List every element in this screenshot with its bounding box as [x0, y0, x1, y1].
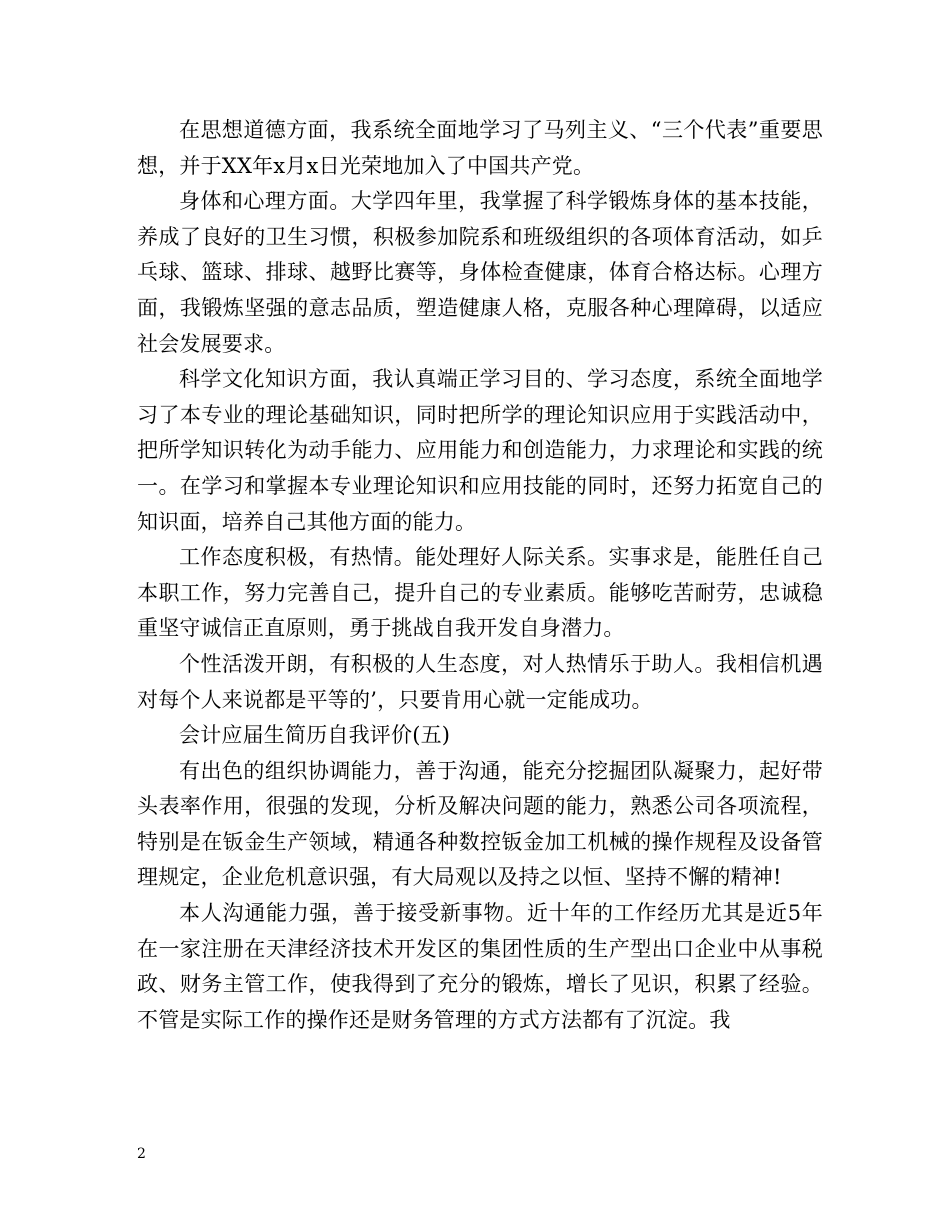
paragraph-communication: 本人沟通能力强，善于接受新事物。近十年的工作经历尤其是近5年在一家注册在天津经济技术开发区的集团性质的生产型出口企业中从事税政、财务主管工作，使我得到了充分的锻炼，增长了见识，积累了经验。不管是实际工作的操作还是财务管理的方式方法都有了沉淀。我 [137, 901, 823, 1032]
page-number: 2 [137, 1146, 146, 1162]
paragraph-moral: 在思想道德方面，我系统全面地学习了马列主义、“三个代表”重要思想，并于XX年x月x日光荣地加入了中国共产党。 [137, 118, 823, 178]
paragraph-work-attitude: 工作态度积极，有热情。能处理好人际关系。实事求是，能胜任自己本职工作，努力完善自己，提升自己的专业素质。能够吃苦耐劳，忠诚稳重坚守诚信正直原则，勇于挑战自我开发自身潜力。 [137, 545, 823, 641]
paragraph-personality: 个性活泼开朗，有积极的人生态度，对人热情乐于助人。我相信机遇对每个人来说都是平等的’，只要肯用心就一定能成功。 [137, 651, 823, 712]
document-body [137, 113, 823, 1038]
paragraph-organization: 有出色的组织协调能力，善于沟通，能充分挖掘团队凝聚力，起好带头表率作用，很强的发现，分析及解决问题的能力，熟悉公司各项流程，特别是在钣金生产领域，精通各种数控钣金加工机械的操作规程及设备管理规定，企业危机意识强，有大局观以及持之以恒、坚持不懈的精神! [137, 758, 823, 890]
paragraph-knowledge: 科学文化知识方面，我认真端正学习目的、学习态度，系统全面地学习了本专业的理论基础知识，同时把所学的理论知识应用于实践活动中，把所学知识转化为动手能力、应用能力和创造能力，力求理论和实践的统一。在学习和掌握本专业理论知识和应用技能的同时，还努力拓宽自己的知识面，培养自己其他方面的能力。 [137, 367, 823, 534]
paragraph-physical-mental: 身体和心理方面。大学四年里，我掌握了科学锻炼身体的基本技能，养成了良好的卫生习惯，积极参加院系和班级组织的各项体育活动，如乒乓球、篮球、排球、越野比赛等，身体检查健康，体育合格达标。心理方面，我锻炼坚强的意志品质，塑造健康人格，克服各种心理障碍，以适应社会发展要求。 [137, 189, 823, 356]
section-heading: 会计应届生简历自我评价(五) [179, 723, 451, 748]
